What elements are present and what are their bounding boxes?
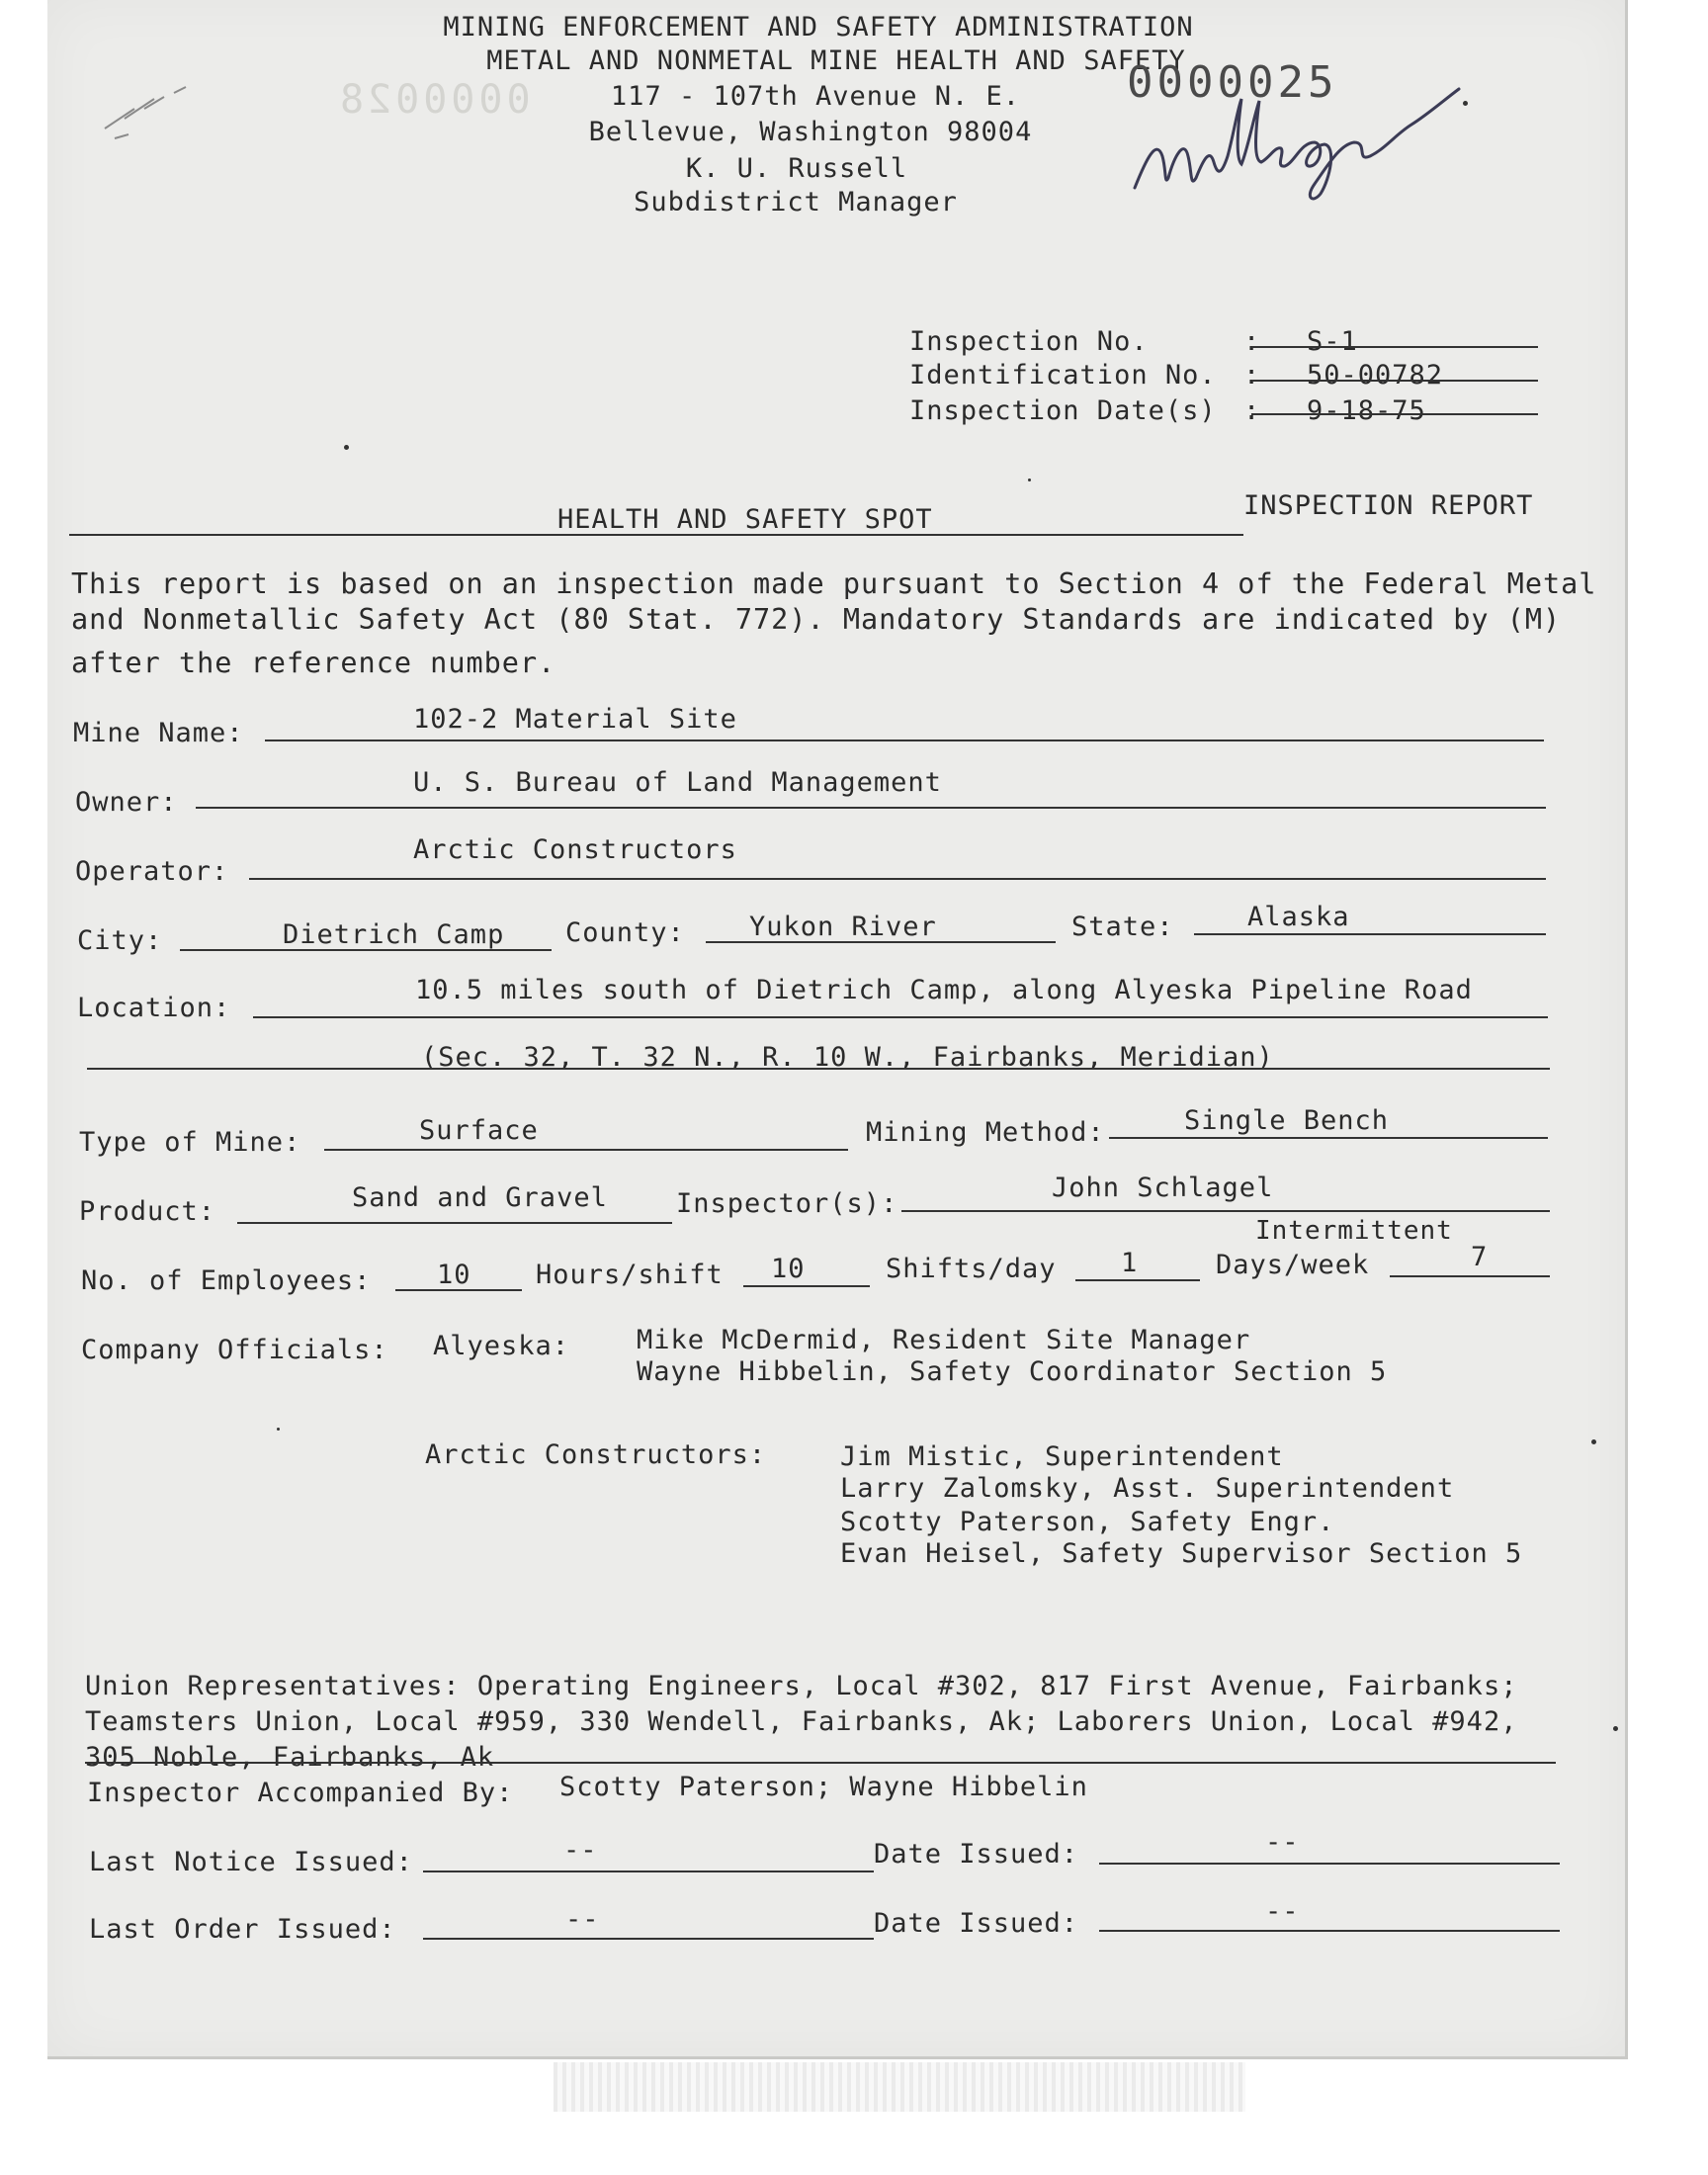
arctic-official-4: Evan Heisel, Safety Supervisor Section 5 — [840, 1538, 1523, 1569]
county-label: County: — [565, 917, 685, 948]
mine-name-value: 102-2 Material Site — [413, 704, 737, 735]
days-line — [1390, 1275, 1550, 1277]
intro-line-3: after the reference number. — [71, 647, 556, 679]
identification-no-line — [1251, 380, 1538, 382]
inspector-value: John Schlagel — [1052, 1173, 1274, 1203]
hours-label: Hours/shift — [536, 1260, 724, 1290]
intro-line-2: and Nonmetallic Safety Act (80 Stat. 772). Mandatory Standards are indicated by (M) — [71, 603, 1562, 636]
identification-no-colon: : — [1243, 360, 1261, 391]
last-order-line — [423, 1938, 874, 1940]
shifts-line — [1075, 1279, 1200, 1281]
days-note: Intermittent — [1255, 1216, 1453, 1246]
operator-value: Arctic Constructors — [413, 834, 737, 865]
intro-line-1: This report is based on an inspection made pursuant to Section 4 of the Federal Metal — [71, 567, 1597, 600]
alyeska-label: Alyeska: — [433, 1331, 570, 1361]
header-manager-title: Subdistrict Manager — [634, 187, 958, 218]
arctic-label: Arctic Constructors: — [425, 1439, 767, 1470]
owner-value: U. S. Bureau of Land Management — [413, 767, 942, 798]
owner-label: Owner: — [75, 787, 178, 818]
hours-line — [743, 1285, 870, 1287]
last-notice-line — [423, 1870, 874, 1872]
state-label: State: — [1071, 912, 1174, 942]
document-stamp-number: 0000025 — [1127, 57, 1338, 108]
inspection-date-colon: : — [1243, 395, 1261, 426]
speck — [277, 1428, 280, 1431]
arctic-official-1: Jim Mistic, Superintendent — [840, 1441, 1284, 1472]
mining-method-label: Mining Method: — [866, 1117, 1105, 1148]
operator-label: Operator: — [75, 856, 229, 887]
mine-type-value: Surface — [419, 1115, 539, 1146]
inspection-date-label: Inspection Date(s) — [909, 395, 1217, 426]
header-manager-name: K. U. Russell — [685, 153, 908, 184]
identification-no-value: 50-00782 — [1307, 360, 1444, 391]
header-city: Bellevue, Washington 98004 — [588, 117, 1033, 147]
operator-line — [249, 878, 1546, 880]
speck — [1028, 478, 1031, 481]
location-value-2: (Sec. 32, T. 32 N., R. 10 W., Fairbanks, Meridian) — [421, 1042, 1274, 1073]
employees-label: No. of Employees: — [81, 1265, 372, 1296]
inspection-no-value: S-1 — [1307, 326, 1358, 357]
last-order-label: Last Order Issued: — [89, 1914, 396, 1945]
union-line — [85, 1762, 1556, 1764]
last-notice-value: -- — [563, 1835, 598, 1866]
mine-type-label: Type of Mine: — [79, 1127, 301, 1158]
report-title: INSPECTION REPORT — [1243, 490, 1534, 521]
alyeska-official-1: Mike McDermid, Resident Site Manager — [637, 1325, 1251, 1355]
union-line-3: 305 Noble, Fairbanks, Ak — [85, 1742, 495, 1773]
city-line — [180, 949, 552, 951]
state-line — [1194, 933, 1546, 935]
owner-line — [196, 807, 1546, 809]
inspector-line — [901, 1210, 1550, 1212]
header-street: 117 - 107th Avenue N. E. — [610, 81, 1021, 112]
speck — [1613, 1726, 1618, 1731]
notice-date-line — [1099, 1863, 1560, 1865]
arctic-official-2: Larry Zalomsky, Asst. Superintendent — [840, 1473, 1455, 1504]
city-value: Dietrich Camp — [283, 919, 505, 950]
accompanied-label: Inspector Accompanied By: — [87, 1778, 514, 1808]
union-line-1: Union Representatives: Operating Engineers, Local #302, 817 First Avenue, Fairbanks; — [85, 1671, 1518, 1701]
location-line-2 — [87, 1068, 1550, 1070]
arctic-official-3: Scotty Paterson, Safety Engr. — [840, 1507, 1335, 1537]
speck — [1591, 1439, 1596, 1444]
city-label: City: — [77, 925, 163, 956]
product-value: Sand and Gravel — [352, 1182, 608, 1213]
inspector-label: Inspector(s): — [676, 1188, 898, 1219]
notice-date-label: Date Issued: — [874, 1839, 1079, 1870]
county-line — [706, 941, 1056, 943]
last-order-value: -- — [565, 1904, 600, 1935]
stray-mark — [95, 79, 214, 148]
employees-line — [395, 1289, 522, 1291]
header-agency: MINING ENFORCEMENT AND SAFETY ADMINISTRATION — [443, 12, 1194, 43]
identification-no-label: Identification No. — [909, 360, 1217, 391]
shifts-label: Shifts/day — [886, 1254, 1057, 1284]
handwritten-signature — [1127, 40, 1463, 208]
header-division: METAL AND NONMETAL MINE HEALTH AND SAFETY — [486, 45, 1186, 76]
days-label: Days/week — [1216, 1250, 1370, 1280]
mine-name-label: Mine Name: — [73, 718, 244, 748]
last-notice-label: Last Notice Issued: — [89, 1847, 413, 1877]
employees-value: 10 — [437, 1260, 471, 1290]
inspection-date-value: 9-18-75 — [1307, 395, 1426, 426]
order-date-label: Date Issued: — [874, 1908, 1079, 1939]
location-value-1: 10.5 miles south of Dietrich Camp, along Alyeska Pipeline Road — [415, 975, 1473, 1005]
mining-method-line — [1109, 1137, 1548, 1139]
report-type-line — [69, 534, 1243, 536]
county-value: Yukon River — [749, 912, 937, 942]
inspection-date-line — [1251, 413, 1538, 415]
order-date-value: -- — [1265, 1896, 1300, 1927]
product-line — [237, 1222, 672, 1224]
bleed-through-mark: 0000028 — [336, 77, 531, 123]
speck — [344, 445, 349, 450]
speck — [1463, 101, 1468, 106]
inspection-no-colon: : — [1243, 326, 1261, 357]
state-value: Alaska — [1247, 902, 1350, 932]
notice-date-value: -- — [1265, 1827, 1300, 1858]
shifts-value: 1 — [1121, 1248, 1139, 1278]
location-label: Location: — [77, 993, 231, 1023]
officials-label: Company Officials: — [81, 1335, 388, 1365]
hours-value: 10 — [771, 1254, 806, 1284]
mine-name-line — [265, 740, 1544, 741]
order-date-line — [1099, 1930, 1560, 1932]
report-type-value: HEALTH AND SAFETY SPOT — [557, 504, 933, 535]
product-label: Product: — [79, 1196, 216, 1227]
mining-method-value: Single Bench — [1184, 1105, 1390, 1136]
location-line-1 — [253, 1016, 1548, 1018]
scan-edge-artifact — [554, 2062, 1245, 2112]
union-line-2: Teamsters Union, Local #959, 330 Wendell, Fairbanks, Ak; Laborers Union, Local #942, — [85, 1706, 1518, 1737]
accompanied-value: Scotty Paterson; Wayne Hibbelin — [559, 1772, 1088, 1802]
inspection-no-label: Inspection No. — [909, 326, 1149, 357]
mine-type-line — [324, 1149, 848, 1151]
days-value: 7 — [1471, 1242, 1489, 1272]
inspection-no-line — [1251, 346, 1538, 348]
alyeska-official-2: Wayne Hibbelin, Safety Coordinator Section 5 — [637, 1356, 1388, 1387]
